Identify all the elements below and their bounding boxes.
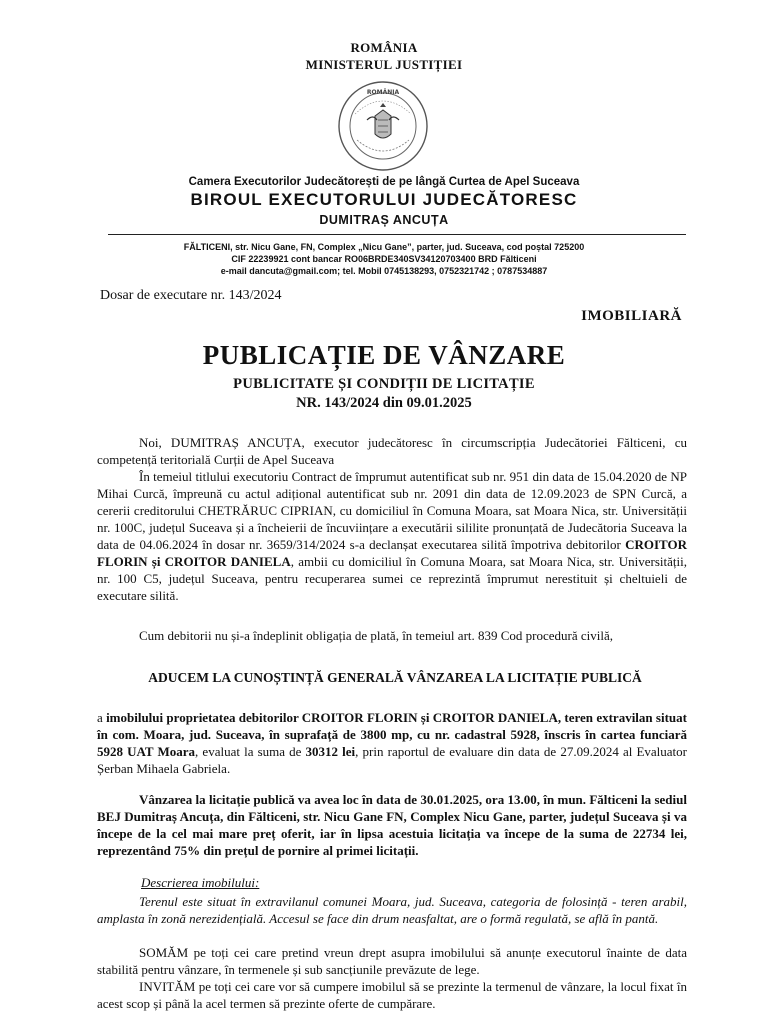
official-seal-icon	[337, 80, 429, 172]
auction-text: Vânzarea la licitație publică va avea loc în data de 30.01.2025, ora 13.00, în mun. Fălticeni la sediul BEJ Dumitraș Ancuța, din Fălticeni, str. Nicu Gane FN, Complex Nicu Gane, parter, județul Suceava și va începe de la cel mai mare preț oferit, iar în lipsa acestuia licitația va începe de la suma de 22734 lei, reprezentând 75% din prețul de pornire al primei licitații.	[97, 792, 687, 858]
header-ministry: MINISTERUL JUSTIȚIEI	[305, 57, 463, 72]
document-title: PUBLICAȚIE DE VÂNZARE	[202, 340, 566, 370]
non-payment-text: Cum debitorii nu și-a îndeplinit obligația de plată, în temeiul art. 839 Cod procedură civilă,	[139, 628, 614, 643]
intro-text: Noi, DUMITRAȘ ANCUȚA, executor judecătoresc în circumscripția Judecătoriei Fălticeni, cu competență teritorială Curții de Apel Suceava	[97, 435, 687, 467]
document-subtitle: PUBLICITATE ȘI CONDIȚII DE LICITAȚIE	[233, 376, 535, 392]
summons-paragraph	[97, 944, 687, 978]
property-value: 30312 lei	[305, 744, 356, 759]
document-number: NR. 143/2024 din 09.01.2025	[296, 395, 472, 411]
basis-text-a: În temeiul titlului executoriu Contract de împrumut autentificat sub nr. 951 din data de 15.04.2020 de NP Mihai Curcă, împreună cu actul adițional autentificat sub nr. 2091 din data de 12.09.2023 de SPN Curcă, a cererii creditorului CHETRĂRUC CIPRIAN, cu domiciliul în Comuna Moara, sat Moara Nica, str. Universității nr. 100C, județul Suceava și a încheierii de încuviințare a executării sililite pronunțată de Judecătoria Suceava la data de 04.06.2024 în dosar nr. 3659/314/2024 s-a declanșat executarea silită împotriva debitorilor	[97, 469, 687, 552]
intro-paragraph	[97, 434, 687, 468]
property-paragraph	[97, 709, 687, 777]
basis-text-b: , ambii cu domiciliul în Comuna Moara, sat Moara Nica, str. Universității, nr. 100 C5, județul Suceava, pentru recuperarea sumei ce reprezintă împrumut nerestituit și cheltuieli de executare silită.	[97, 554, 687, 603]
bailiff-name: DUMITRAȘ ANCUȚA	[319, 213, 449, 227]
contact-email-phone: e-mail dancuta@gmail.com; tel. Mobil 0745138293, 0752321742 ; 0787534887	[220, 266, 548, 276]
invitation-paragraph	[97, 978, 687, 1012]
case-file-number: Dosar de executare nr. 143/2024	[100, 288, 282, 303]
description-heading: Descrierea imobilului:	[141, 875, 260, 890]
basis-debtors: CROITOR FLORIN și CROITOR DANIELA	[97, 537, 687, 569]
invitation-text: INVITĂM pe toți cei care vor să cumpere imobilul să se prezinte la termenul de vânzare, la locul fixat în acest scop și până la acel termen să prezinte oferte de cumpărare.	[97, 979, 687, 1011]
property-description-bold: imobilului proprietatea debitorilor CROITOR FLORIN și CROITOR DANIELA, teren extravilan situat în com. Moara, jud. Suceava, în suprafață de 3800 mp, cu nr. cadastral 5928, înscris în cartea funciară 5928 UAT Moara	[97, 710, 687, 759]
header-country: ROMÂNIA	[350, 40, 418, 55]
contact-address: FĂLTICENI, str. Nicu Gane, FN, Complex „Nicu Gane”, parter, jud. Suceava, cod poștal 725200	[183, 242, 585, 252]
property-text-c: , prin raportul de evaluare din data de 27.09.2024 al Evaluator Șerban Mihaela Gabriela.	[97, 744, 687, 776]
category-label: IMOBILIARĂ	[581, 308, 682, 324]
announcement-heading: ADUCEM LA CUNOȘTINȚĂ GENERALĂ VÂNZAREA LA LICITAȚIE PUBLICĂ	[148, 670, 642, 685]
description-text: Terenul este situat în extravilanul comunei Moara, jud. Suceava, categoria de folosință - teren arabil, amplasta în zonă nerezidențială. Accesul se face din drum neasfaltat, are o formă regulată, se află în pantă.	[97, 894, 687, 926]
basis-paragraph	[97, 468, 687, 604]
bureau-name: BIROUL EXECUTORULUI JUDECĂTORESC	[190, 190, 578, 209]
chamber-name: Camera Executorilor Judecătorești de pe lângă Curtea de Apel Suceava	[188, 176, 580, 188]
description-paragraph	[97, 893, 687, 927]
contact-bank: CIF 22239921 cont bancar RO06BRDE340SV34120703400 BRD Fălticeni	[231, 254, 537, 264]
property-text-a: a	[97, 710, 107, 725]
summons-text: SOMĂM pe toți cei care pretind vreun drept asupra imobilului să anunțe executorul înainte de data stabilită pentru vânzare, în termenele și sub sancțiunile prevăzute de lege.	[97, 945, 687, 977]
header-divider	[108, 234, 686, 235]
non-payment-paragraph	[97, 627, 687, 644]
seal-text: ROMÂNIA	[366, 89, 400, 96]
auction-paragraph	[97, 791, 687, 859]
property-text-b: , evaluat la suma de	[195, 744, 306, 759]
